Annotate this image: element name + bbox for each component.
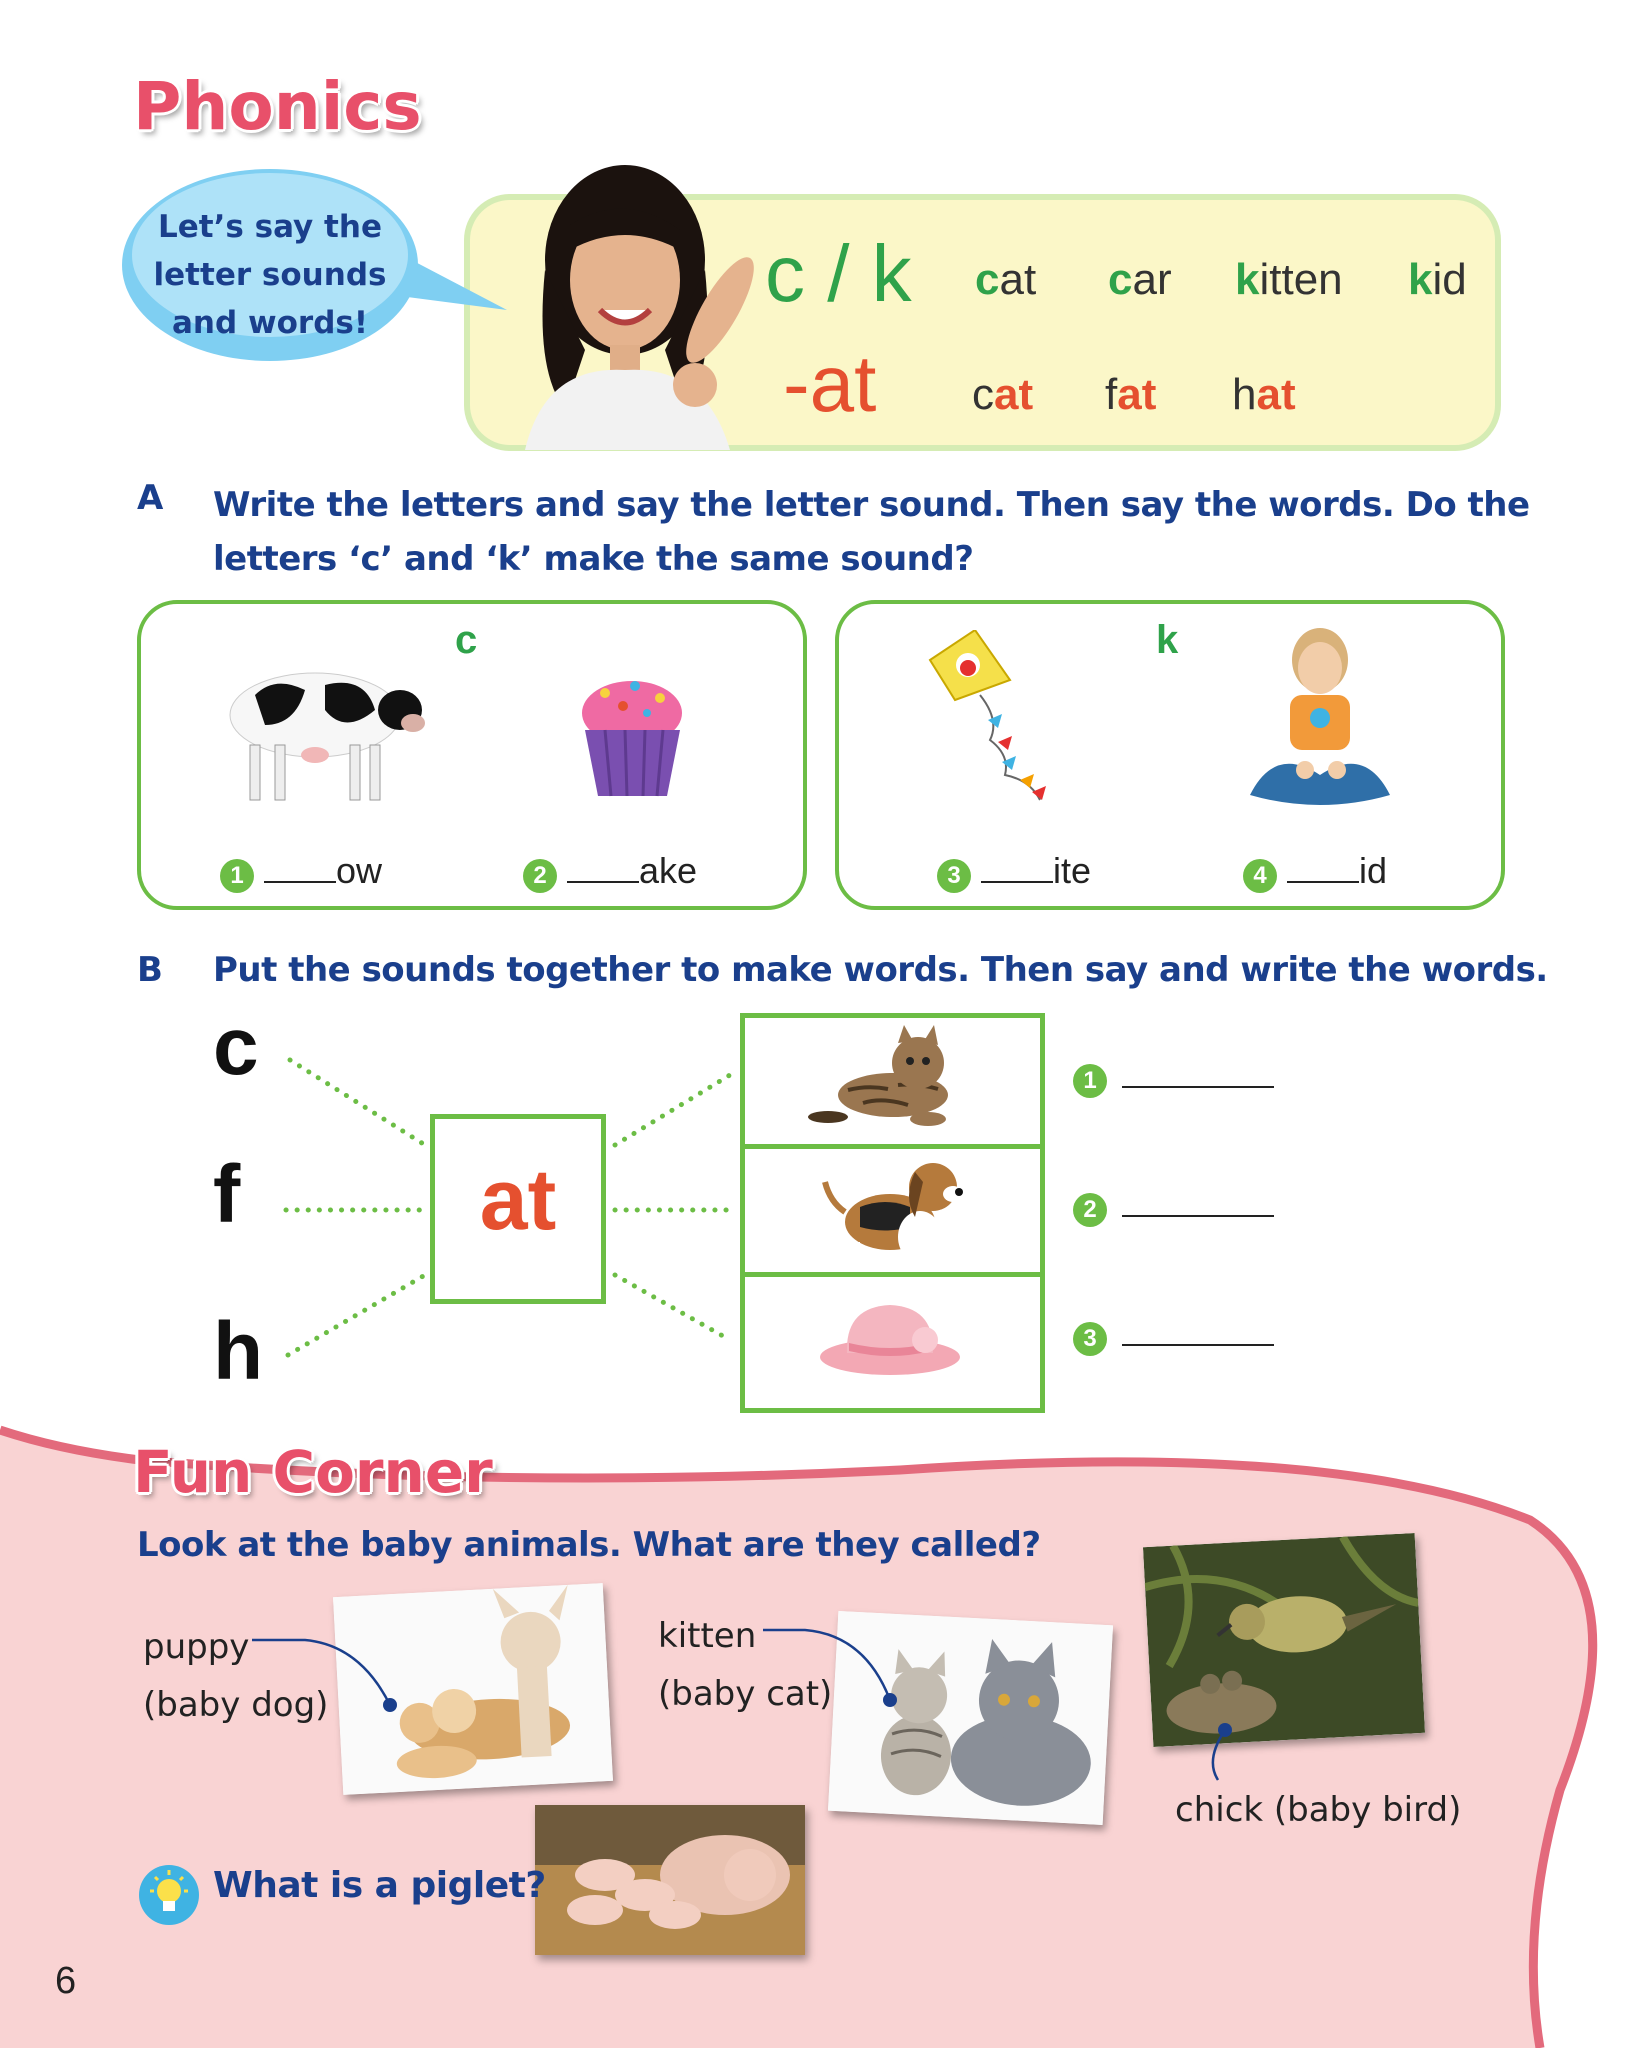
label-word: puppy bbox=[143, 1627, 250, 1667]
label-puppy bbox=[143, 1618, 328, 1734]
label-kitten bbox=[658, 1607, 832, 1723]
kite-image bbox=[920, 630, 1090, 810]
picture-divider bbox=[745, 1272, 1040, 1277]
number-badge: 4 bbox=[1243, 859, 1277, 893]
speech-bubble-line: Let’s say the bbox=[158, 209, 382, 245]
answer-item: 3 ite bbox=[937, 850, 1091, 893]
piglet-photo bbox=[535, 1805, 805, 1955]
hat-image bbox=[815, 1295, 965, 1384]
number-badge: 2 bbox=[523, 859, 557, 893]
banner-word: kitten bbox=[1235, 255, 1343, 304]
answer-blank[interactable] bbox=[981, 851, 1053, 883]
section-b-label: B bbox=[137, 950, 163, 990]
picture-divider bbox=[745, 1144, 1040, 1149]
onset-letter-f: f bbox=[213, 1149, 241, 1240]
banner-word: kid bbox=[1408, 255, 1467, 304]
banner-word: cat bbox=[975, 255, 1037, 304]
fun-corner-prompt: Look at the baby animals. What are they called? bbox=[137, 1525, 1041, 1565]
answer-item bbox=[1073, 1183, 1274, 1227]
banner-word: car bbox=[1108, 255, 1172, 304]
sound-key-at: -at bbox=[783, 339, 877, 428]
answer-blank[interactable] bbox=[1287, 851, 1359, 883]
number-badge: 1 bbox=[1073, 1064, 1107, 1098]
answer-blank[interactable] bbox=[1122, 1054, 1274, 1088]
number-badge: 3 bbox=[937, 859, 971, 893]
speech-bubble bbox=[122, 165, 422, 365]
answer-blank[interactable] bbox=[1122, 1183, 1274, 1217]
lightbulb-icon bbox=[138, 1864, 200, 1926]
instruction-line: letters ‘c’ and ‘k’ make the same sound? bbox=[213, 539, 974, 579]
sound-key-ck: c / k bbox=[765, 229, 912, 318]
banner-word: hat bbox=[1232, 370, 1296, 419]
cat-image bbox=[808, 1025, 968, 1139]
answer-item bbox=[1073, 1312, 1274, 1356]
label-gloss: (baby cat) bbox=[658, 1674, 833, 1714]
piglet-question: What is a piglet? bbox=[213, 1865, 546, 1906]
onset-letter-c: c bbox=[213, 1001, 259, 1092]
page-number: 6 bbox=[55, 1960, 77, 2002]
banner-word: fat bbox=[1105, 370, 1157, 419]
label-chick: chick (baby bird) bbox=[1175, 1790, 1462, 1830]
answer-blank[interactable] bbox=[567, 851, 639, 883]
phonics-title: Phonics bbox=[133, 68, 422, 145]
onset-letter-h: h bbox=[213, 1306, 264, 1397]
speech-bubble-line: and words! bbox=[172, 305, 368, 341]
label-gloss: (baby dog) bbox=[143, 1685, 329, 1725]
cow-image bbox=[215, 655, 435, 805]
speech-bubble-line: letter sounds bbox=[153, 257, 387, 293]
girl-pointing-image bbox=[505, 150, 775, 450]
answer-blank[interactable] bbox=[264, 851, 336, 883]
number-badge: 2 bbox=[1073, 1193, 1107, 1227]
label-word: kitten bbox=[658, 1616, 757, 1656]
rime-text: at bbox=[479, 1152, 557, 1248]
instruction-line: Write the letters and say the letter sound. Then say the words. Do the bbox=[213, 485, 1530, 525]
answer-item: 4 id bbox=[1243, 850, 1387, 893]
dog-image bbox=[815, 1152, 975, 1271]
fun-corner-title: Fun Corner bbox=[133, 1438, 493, 1506]
answer-blank[interactable] bbox=[1122, 1312, 1274, 1346]
child-sitting-image bbox=[1245, 620, 1395, 820]
banner-word: cat bbox=[972, 370, 1034, 419]
answer-item: 2 ake bbox=[523, 850, 697, 893]
section-a-instruction bbox=[213, 478, 1530, 586]
section-b-instruction: Put the sounds together to make words. Then say and write the words. bbox=[213, 950, 1548, 990]
section-a-label: A bbox=[137, 478, 164, 518]
number-badge: 3 bbox=[1073, 1322, 1107, 1356]
cupcake-image bbox=[575, 668, 690, 798]
answer-item: 1 ow bbox=[220, 850, 382, 893]
box-letter-k: k bbox=[1156, 618, 1179, 662]
box-letter-c: c bbox=[455, 618, 478, 662]
number-badge: 1 bbox=[220, 859, 254, 893]
answer-item bbox=[1073, 1054, 1274, 1098]
